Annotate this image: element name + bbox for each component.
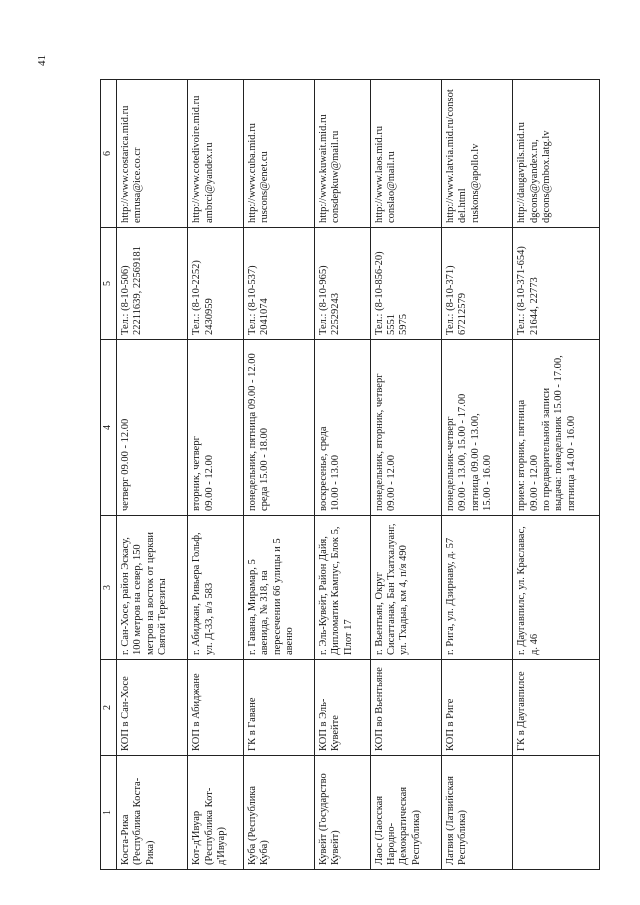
cell-address: г. Вьентьян, Округ Сисаттанак, Бан Тхатхалуанг, ул. Тхадыа, км 4, п/я 490 (370, 516, 441, 660)
cell-hours: понедельник-четверг 09.00 - 13.00, 15.00 - 17.00 пятница 09.00 - 13.00, 15.00 - 16.00 (441, 340, 512, 516)
cell-office: КОП в Риге (441, 660, 512, 756)
cell-address: г. Эль-Кувейт, Район Дайя, Дипломатик Кампус, Блок 5, Плот 17 (315, 516, 371, 660)
table-row (117, 80, 188, 870)
cell-hours: вторник, четверг 09.00 - 12.00 (188, 340, 244, 516)
table-row (441, 80, 512, 870)
page-number: 41 (36, 55, 48, 66)
cell-office: КОП в Сан-Хосе (117, 660, 188, 756)
table-row (513, 80, 600, 870)
cell-office: КОП во Вьентьяне (370, 660, 441, 756)
table-body (117, 80, 600, 870)
cell-contacts: http://www.latvia.mid.ru/consot del.html ruskons@apollo.lv (441, 80, 512, 228)
column-number: 4 (101, 340, 117, 516)
table-row (188, 80, 244, 870)
cell-country (513, 756, 600, 870)
cell-country: Латвия (Латвийская Республика) (441, 756, 512, 870)
table-row (315, 80, 371, 870)
cell-country: Лаос (Лаосская Народно-Демократическая Республика) (370, 756, 441, 870)
column-number: 6 (101, 80, 117, 228)
cell-address: г. Рига, ул. Дзирнаву, д. 57 (441, 516, 512, 660)
cell-country: Куба (Республика Куба) (243, 756, 314, 870)
table-row (243, 80, 314, 870)
cell-contacts: http://www.costarica.mid.ru emrusa@ice.co.cr (117, 80, 188, 228)
column-number-row (101, 80, 117, 870)
cell-office: ГК в Даугавпилсе (513, 660, 600, 756)
cell-contacts: http://www.cotedivoire.mid.ru ambrci@yandex.ru (188, 80, 244, 228)
table-row (370, 80, 441, 870)
cell-phone: Тел.: (8-10-506) 22211639, 22569181 (117, 228, 188, 340)
cell-address: г. Гавана, Мирамар, 5 авенида, № 318, на пересечении 66 улицы и 5 авеню (243, 516, 314, 660)
column-number: 1 (101, 756, 117, 870)
cell-phone: Тел.: (8-10-2252) 2430959 (188, 228, 244, 340)
cell-office: ГК в Гаване (243, 660, 314, 756)
cell-contacts: http://www.cuba.mid.ru ruscons@enet.cu (243, 80, 314, 228)
cell-country: Коста-Рика (Республика Коста-Рика) (117, 756, 188, 870)
cell-office: КОП в Абиджане (188, 660, 244, 756)
cell-phone: Тел.: (8-10-537) 2041074 (243, 228, 314, 340)
cell-country: Кувейт (Государство Кувейт) (315, 756, 371, 870)
cell-contacts: http://www.laos.mid.ru conslao@mail.ru (370, 80, 441, 228)
cell-address: г. Абиджан, Ривьера Гольф, ул. Д-33, в/з 583 (188, 516, 244, 660)
cell-hours: понедельник, вторник, четверг 09.00 - 12.00 (370, 340, 441, 516)
cell-phone: Тел.: (8-10-371) 67212579 (441, 228, 512, 340)
column-number: 3 (101, 516, 117, 660)
rotated-table-wrapper (100, 80, 600, 870)
cell-address: г. Сан-Хосе, район Эскасу, 100 метров на север, 150 метров на восток от церкви Святой Терезиты (117, 516, 188, 660)
cell-office: КОП в Эль-Кувейте (315, 660, 371, 756)
cell-phone: Тел.: (8-10-371-654) 21644, 22773 (513, 228, 600, 340)
column-number: 2 (101, 660, 117, 756)
cell-phone: Тел.: (8-10-856-20) 5551 5975 (370, 228, 441, 340)
cell-country: Кот-д'Ивуар (Республика Кот-д'Ивуар) (188, 756, 244, 870)
cell-hours: воскресенье, среда 10.00 - 13.00 (315, 340, 371, 516)
cell-contacts: http://daugavpils.mid.ru dgcons@yandex.ru, dgcons@mbox.latg.lv (513, 80, 600, 228)
cell-phone: Тел.: (8-10-965) 22529243 (315, 228, 371, 340)
cell-contacts: http://www.kuwait.mid.ru consdepkuw@mail.ru (315, 80, 371, 228)
column-number: 5 (101, 228, 117, 340)
consulates-table (100, 79, 600, 870)
cell-hours: понедельник, пятница 09.00 - 12.00 среда 15.00 - 18.00 (243, 340, 314, 516)
cell-hours: прием: вторник, пятница 09.00 - 12.00 по предварительной записи выдача: понедельник 15.00 - 17.00, пятница 14.00 - 16.00 (513, 340, 600, 516)
cell-address: г. Даугавпилс, ул. Краславас, д. 46 (513, 516, 600, 660)
cell-hours: четверг 09.00 - 12.00 (117, 340, 188, 516)
